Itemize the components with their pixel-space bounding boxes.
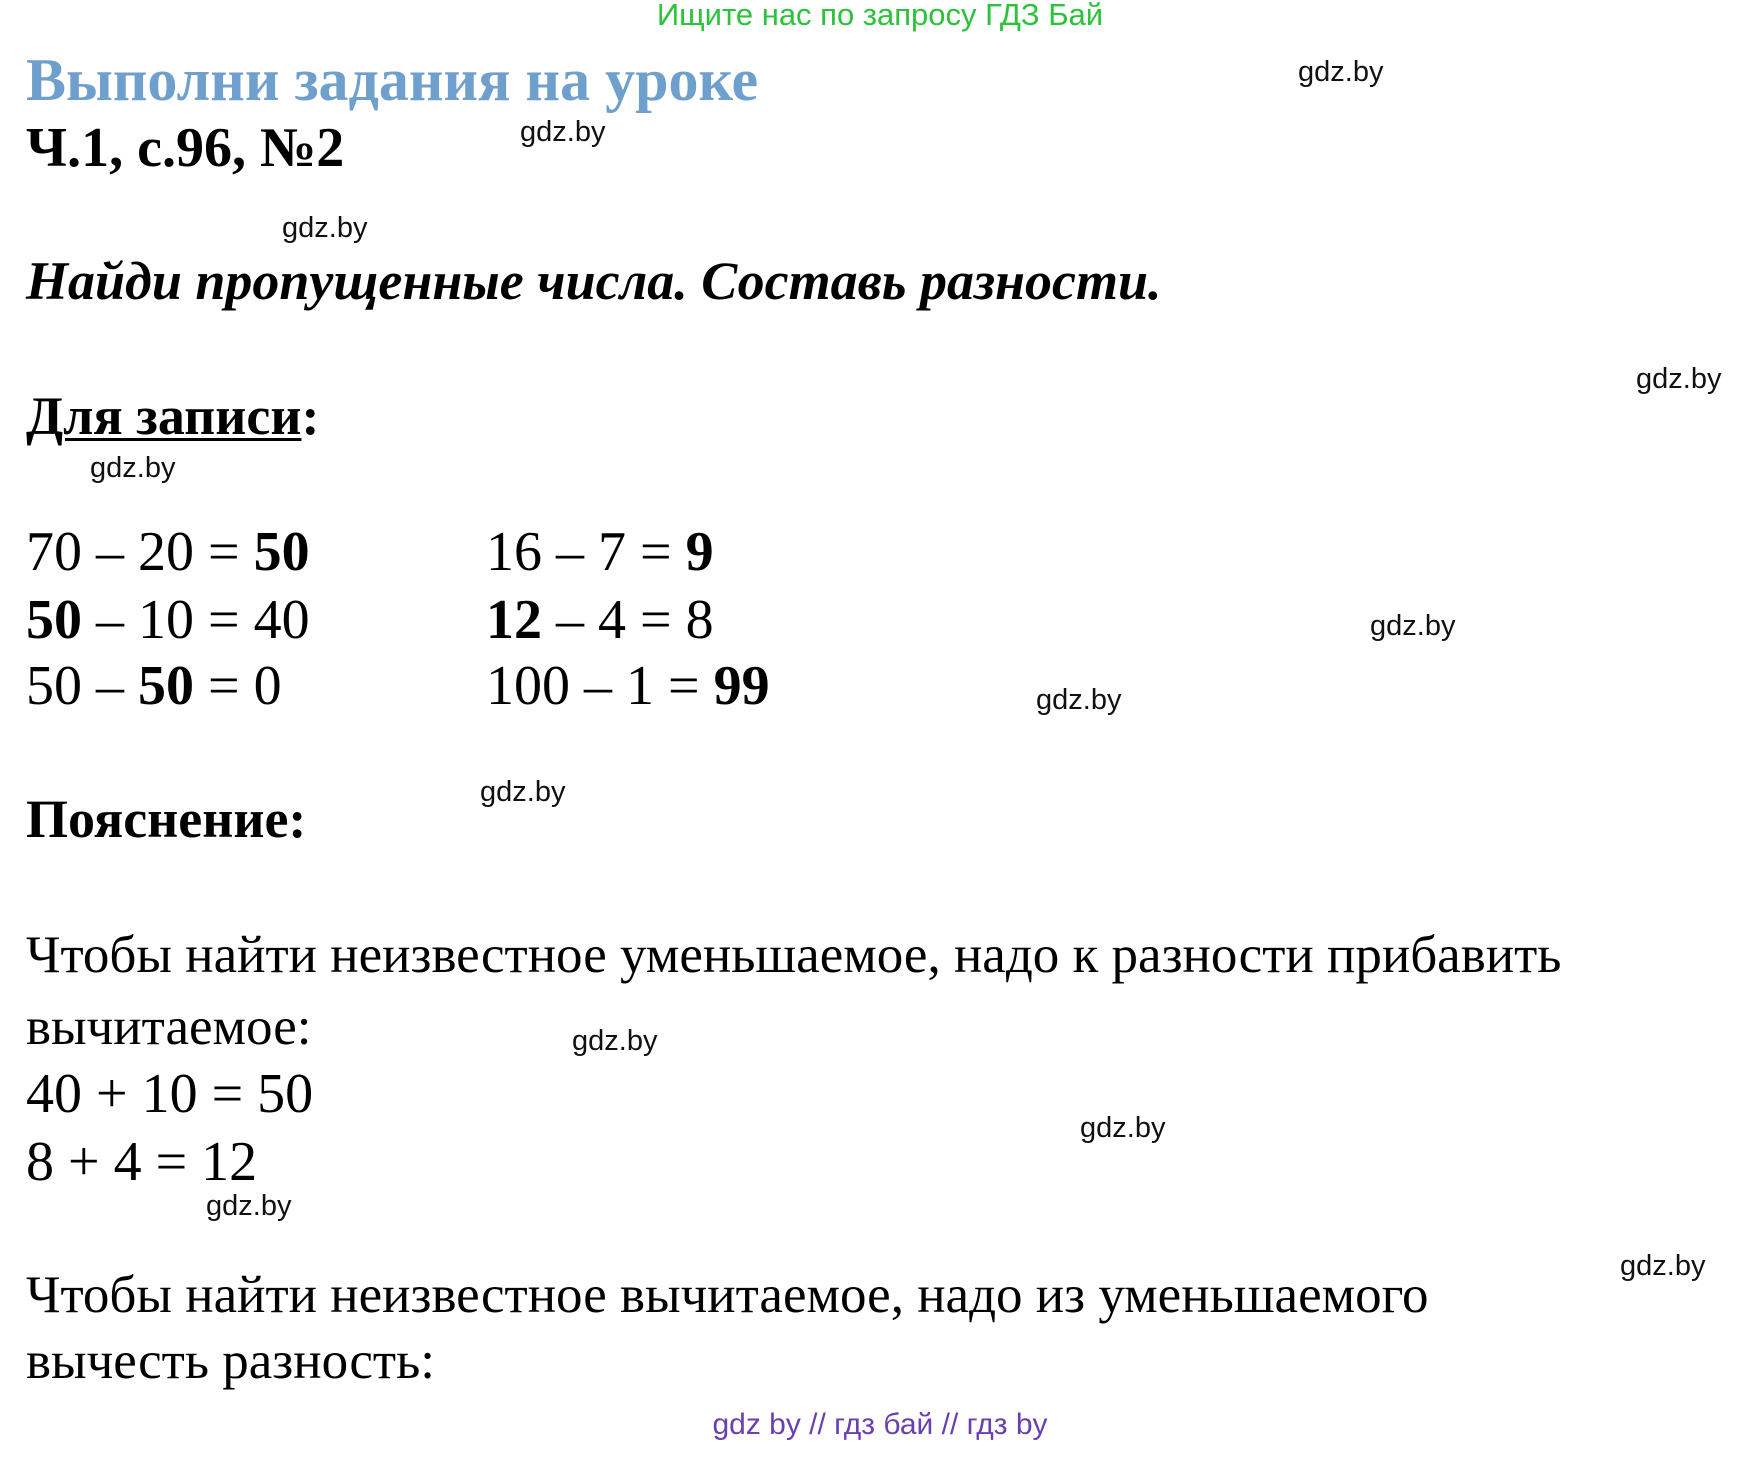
eq-answer: 9 bbox=[685, 521, 714, 583]
eq-operator: – bbox=[570, 655, 626, 717]
record-heading-text: Для записи bbox=[26, 386, 302, 446]
watermark: gdz.by bbox=[90, 452, 176, 484]
eq-operand: 8 bbox=[685, 589, 714, 651]
watermark: gdz.by bbox=[572, 1025, 658, 1057]
watermark: gdz.by bbox=[206, 1190, 292, 1222]
top-banner[interactable]: Ищите нас по запросу ГДЗ Бай bbox=[656, 0, 1104, 32]
watermark: gdz.by bbox=[1636, 363, 1722, 395]
eq-answer: 50 bbox=[253, 521, 310, 583]
eq-operator: = bbox=[626, 521, 686, 583]
watermark: gdz.by bbox=[1620, 1250, 1706, 1282]
watermark: gdz.by bbox=[1370, 610, 1456, 642]
page-title: Выполни задания на уроке bbox=[26, 47, 759, 113]
rule2-line1: Чтобы найти неизвестное вычитаемое, надо из уменьшаемого bbox=[26, 1266, 1429, 1324]
eq-operator: = bbox=[194, 655, 254, 717]
check-equation-1: 40 + 10 = 50 bbox=[26, 1063, 314, 1125]
eq-answer: 99 bbox=[713, 655, 770, 717]
watermark: gdz.by bbox=[520, 116, 606, 148]
eq-operand: 100 bbox=[486, 655, 570, 717]
rule1-line1: Чтобы найти неизвестное уменьшаемое, надо к разности прибавить bbox=[26, 926, 1562, 984]
watermark: gdz.by bbox=[480, 776, 566, 808]
record-heading-colon: : bbox=[301, 386, 320, 446]
eq-answer: 50 bbox=[26, 589, 82, 651]
task-instruction: Найди пропущенные числа. Составь разности. bbox=[26, 251, 1162, 311]
eq-operand: 10 bbox=[138, 589, 194, 651]
equation-left-1 bbox=[26, 520, 310, 584]
task-reference: Ч.1, с.96, №2 bbox=[26, 117, 345, 179]
watermark: gdz.by bbox=[1080, 1112, 1166, 1144]
eq-operand: 7 bbox=[598, 521, 626, 583]
explanation-heading: Пояснение: bbox=[26, 789, 307, 849]
eq-operator: = bbox=[194, 521, 254, 583]
eq-operator: – bbox=[82, 589, 138, 651]
eq-answer: 50 bbox=[138, 655, 194, 717]
eq-operator: – bbox=[82, 521, 138, 583]
equation-right-1 bbox=[486, 520, 714, 584]
watermark: gdz.by bbox=[1036, 684, 1122, 716]
eq-operator: = bbox=[654, 655, 714, 717]
eq-operand: 50 bbox=[26, 655, 82, 717]
eq-operand: 4 bbox=[598, 589, 626, 651]
eq-operator: – bbox=[82, 655, 138, 717]
watermark: gdz.by bbox=[282, 212, 368, 244]
record-heading bbox=[26, 385, 319, 447]
watermark: gdz.by bbox=[1298, 56, 1384, 88]
eq-operand: 1 bbox=[626, 655, 654, 717]
eq-operand: 40 bbox=[253, 589, 310, 651]
eq-operator: – bbox=[542, 589, 598, 651]
eq-answer: 12 bbox=[486, 589, 542, 651]
eq-operand: 70 bbox=[26, 521, 82, 583]
eq-operand: 20 bbox=[138, 521, 194, 583]
rule2-line2: вычесть разность: bbox=[26, 1332, 435, 1390]
eq-operand: 0 bbox=[253, 655, 282, 717]
eq-operand: 16 bbox=[486, 521, 542, 583]
eq-operator: – bbox=[542, 521, 598, 583]
rule1-line2: вычитаемое: bbox=[26, 998, 312, 1056]
equation-left-3 bbox=[26, 654, 282, 718]
equation-right-2 bbox=[486, 588, 714, 652]
equation-left-2 bbox=[26, 588, 310, 652]
footer-links[interactable]: gdz by // гдз бай // гдз by bbox=[712, 1408, 1048, 1441]
eq-operator: = bbox=[626, 589, 686, 651]
equation-right-3 bbox=[486, 654, 770, 718]
eq-operator: = bbox=[194, 589, 254, 651]
check-equation-2: 8 + 4 = 12 bbox=[26, 1131, 258, 1193]
